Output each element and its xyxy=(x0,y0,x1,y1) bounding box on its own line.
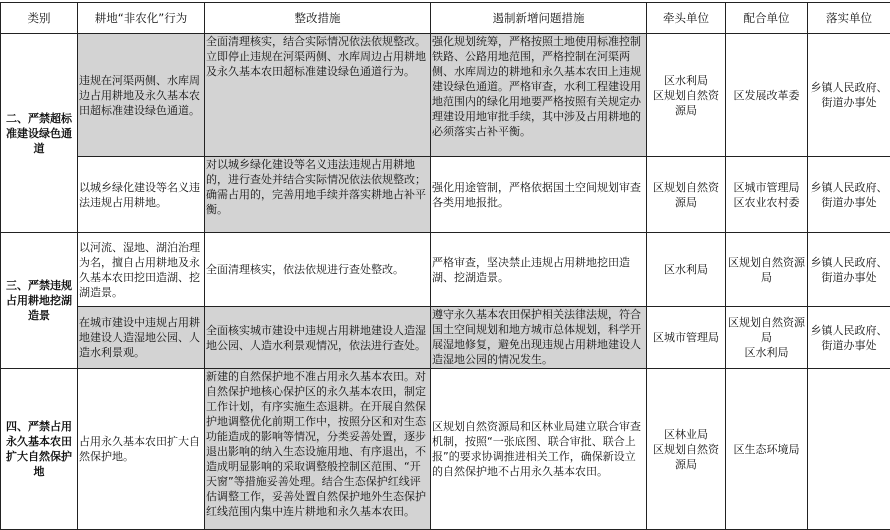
behavior-cell: 以城乡绿化建设等名义违法违规占用耕地。 xyxy=(78,157,205,233)
rectification-table xyxy=(0,2,890,530)
header-row xyxy=(1,3,890,34)
header-coop-unit: 配合单位 xyxy=(726,3,808,34)
coop-unit-text: 区城市管理局 区农业农村委 xyxy=(733,180,800,209)
header-behavior: 耕地“非农化”行为 xyxy=(78,3,205,34)
rectify-cell: 新建的自然保护地不准占用永久基本农田。对自然保护地核心保护区的永久基本农田，制定工作计划，有序实施生态退耕。在开展自然保护地调整优化前期工作中，按照分区和对生态功能造成的影响等情况，分类妥善处置，逐步退出影响的纳入生态设施用地、有序退出，不造成明显影响的采取调整般控制区范围、“开天窗”等措施妥善处理。结合生态保护红线评估调整工作，妥善处置自然保护地外生态保护红线范围内集中连片耕地和永久基本农田。 xyxy=(205,369,431,530)
rectify-cell: 全面清理核实，依法依规进行查处整改。 xyxy=(205,233,431,307)
lead-unit-cell xyxy=(647,34,726,157)
lead-unit-text: 区水利局 区规划自然资源局 xyxy=(653,73,719,117)
behavior-cell: 占用永久基本农田扩大自然保护地。 xyxy=(78,369,205,530)
coop-unit-cell: 区生态环境局 xyxy=(726,369,808,530)
coop-unit-cell xyxy=(726,157,808,233)
coop-unit-cell: 区发展改革委 xyxy=(726,34,808,157)
lead-unit-cell: 区水利局 xyxy=(647,233,726,307)
table-row xyxy=(1,369,890,530)
coop-unit-cell: 区规划自然资源局 xyxy=(726,233,808,307)
lead-unit-cell xyxy=(647,369,726,530)
impl-unit-cell: 乡镇人民政府、街道办事处 xyxy=(808,307,890,369)
prevent-cell: 强化规划统筹，严格按照土地使用标准控制铁路、公路用地范围，严格控制在河渠两侧、水库周边的耕地和永久基本农田上违规建设绿色通道。严格审查，水利工程建设用地范围内的绿化用地要严格按照有关规定办理建设用地审批手续，其中涉及占用耕地的必须落实占补平衡。 xyxy=(431,34,647,157)
category-cell: 三、严禁违规占用耕地挖湖造景 xyxy=(1,233,78,369)
impl-unit-cell: 乡镇人民政府、街道办事处 xyxy=(808,34,890,157)
header-rectify: 整改措施 xyxy=(205,3,431,34)
category-cell: 四、严禁占用永久基本农田扩大自然保护地 xyxy=(1,369,78,530)
rectify-cell: 全面清理核实，结合实际情况依法依规整改。立即停止违规在河渠两侧、水库周边占用耕地及永久基本农田超标准建设绿色通道行为。 xyxy=(205,34,431,157)
header-category: 类别 xyxy=(1,3,78,34)
table-row xyxy=(1,34,890,157)
coop-unit-cell xyxy=(726,307,808,369)
impl-unit-cell: 乡镇人民政府、街道办事处 xyxy=(808,233,890,307)
lead-unit-cell: 区城市管理局 xyxy=(647,307,726,369)
table-row xyxy=(1,157,890,233)
behavior-cell: 以河流、湿地、湖泊治理为名，擅自占用耕地及永久基本农田挖田造湖、挖湖造景。 xyxy=(78,233,205,307)
header-prevent: 遏制新增问题措施 xyxy=(431,3,647,34)
header-lead-unit: 牵头单位 xyxy=(647,3,726,34)
behavior-cell: 违规在河渠两侧、水库周边占用耕地及永久基本农田超标准建设绿色通道。 xyxy=(78,34,205,157)
table-row xyxy=(1,307,890,369)
table-row xyxy=(1,233,890,307)
prevent-cell: 强化用途管制，严格依据国土空间规划审查各类用地报批。 xyxy=(431,157,647,233)
header-impl-unit: 落实单位 xyxy=(808,3,890,34)
impl-unit-cell: 乡镇人民政府、街道办事处 xyxy=(808,157,890,233)
prevent-cell: 区规划自然资源局和区林业局建立联合审查机制，按照“一张底图、联合审批、联合上报”的要求协调推进相关工作，确保新设立的自然保护地不占用永久基本农田。 xyxy=(431,369,647,530)
lead-unit-cell: 区规划自然资源局 xyxy=(647,157,726,233)
prevent-cell: 遵守永久基本农田保护相关法律法规，符合国土空间规划和地方城市总体规划，科学开展湿地修复，避免出现违规占用耕地建设人造湿地公园的情况发生。 xyxy=(431,307,647,369)
prevent-cell: 严格审查，坚决禁止违规占用耕地挖田造湖、挖湖造景。 xyxy=(431,233,647,307)
rectify-cell: 对以城乡绿化建设等名义违法违规占用耕地的，进行查处并结合实际情况依法依规整改；确需占用的，完善用地手续并落实耕地占补平衡。 xyxy=(205,157,431,233)
lead-unit-text: 区林业局 区规划自然资源局 xyxy=(653,427,719,471)
behavior-cell: 在城市建设中违规占用耕地建设人造湿地公园、人造水利景观。 xyxy=(78,307,205,369)
impl-unit-cell xyxy=(808,369,890,530)
coop-unit-text: 区规划自然资源局 区水利局 xyxy=(728,316,805,359)
category-cell: 二、严禁超标准建设绿色通道 xyxy=(1,34,78,233)
rectify-cell: 全面核实城市建设中违规占用耕地建设人造湿地公园、人造水利景观情况，依法进行查处。 xyxy=(205,307,431,369)
